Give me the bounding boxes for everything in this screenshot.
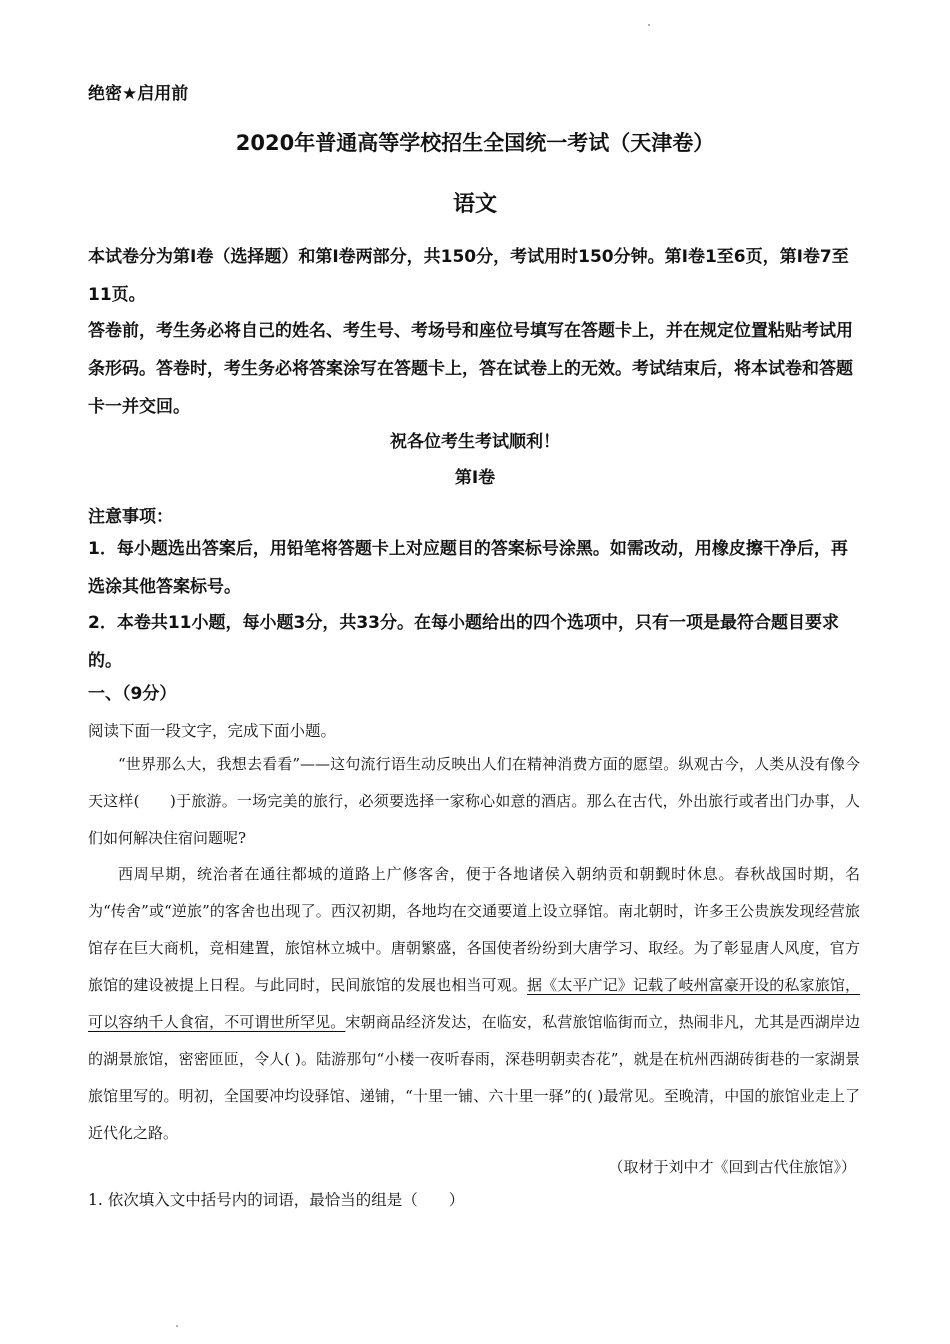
section-heading: 一、（9分）	[88, 684, 177, 704]
passage-paragraph-1: “世界那么大，我想去看看”——这句流行语生动反映出人们在精神消费方面的愿望。纵观古今，人类从没有像今天这样( )于旅游。一场完美的旅行，必须要选择一家称心如意的酒店。那么在古代，外出旅行或者出门办事，人们如何解决住宿问题呢?	[88, 755, 860, 847]
exam-title: 2020年普通高等学校招生全国统一考试（天津卷）	[235, 131, 715, 155]
question-1: 1. 依次填入文中括号内的词语，最恰当的组是（ ）	[88, 1191, 465, 1209]
passage-text-b: 宋朝商品经济发达，在临安，私营旅馆临街而立，热闹非凡，尤其是西湖岸边的湖景旅馆，密密匝匝，令人( )。陆游那句“小楼一夜听春雨，深巷明朝卖杏花”，就是在杭州西湖砖街巷的一家湖景旅馆里写的。明初，全国要冲均设驿馆、递铺，“十里一铺、六十里一驿”的( )最常见。至晚清，中国的旅馆业走上了近代化之路。	[88, 1013, 860, 1142]
wish-line: 祝各位考生考试顺利！	[390, 432, 560, 452]
intro-paragraph-1: 本试卷分为第Ⅰ卷（选择题）和第Ⅰ卷两部分，共150分，考试用时150分钟。第Ⅰ卷1至6页，第Ⅰ卷7至11页。	[88, 247, 849, 305]
passage-paragraph-2	[88, 856, 860, 1152]
section-instruction: 阅读下面一段文字，完成下面小题。	[88, 722, 337, 740]
volume-heading: 第Ⅰ卷	[454, 468, 496, 488]
notes-item-2: 2．本卷共11小题，每小题3分，共33分。在每小题给出的四个选项中，只有一项是最符合题目要求的。	[88, 613, 839, 671]
notes-item-1: 1．每小题选出答案后，用铅笔将答题卡上对应题目的答案标号涂黑。如需改动，用橡皮擦干净后，再选涂其他答案标号。	[88, 539, 848, 597]
underlined-sentence: 据《太平广记》记载了岐州富豪开设的私家旅馆，可以容纳千人食宿，不可谓世所罕见。	[88, 976, 860, 1031]
intro-paragraph-2: 答卷前，考生务必将自己的姓名、考生号、考场号和座位号填写在答题卡上，并在规定位置粘贴考试用条形码。答卷时，考生务必将答案涂写在答题卡上，答在试卷上的无效。考试结束后，将本试卷和答题卡一并交回。	[88, 321, 853, 417]
scan-speck	[648, 24, 650, 26]
secret-label: 绝密★启用前	[88, 84, 189, 104]
subject-title: 语文	[452, 192, 497, 217]
notes-heading: 注意事项：	[88, 507, 173, 527]
passage-text-a: 西周早期，统治者在通往都城的道路上广修客舍，便于各地诸侯入朝纳贡和朝觐时休息。春秋战国时期，名为“传舍”或“逆旅”的客舍也出现了。西汉初期，各地均在交通要道上设立驿馆。南北朝时，许多王公贵族发现经营旅馆存在巨大商机，竞相建置，旅馆林立城中。唐朝繁盛，各国使者纷纷到大唐学习、取经。为了彰显唐人风度，官方旅馆的建设被提上日程。与此同时，民间旅馆的发展也相当可观。	[88, 865, 860, 994]
passage-source: （取材于刘中才《回到古代住旅馆》）	[608, 1158, 856, 1176]
scan-speck	[176, 1325, 178, 1327]
